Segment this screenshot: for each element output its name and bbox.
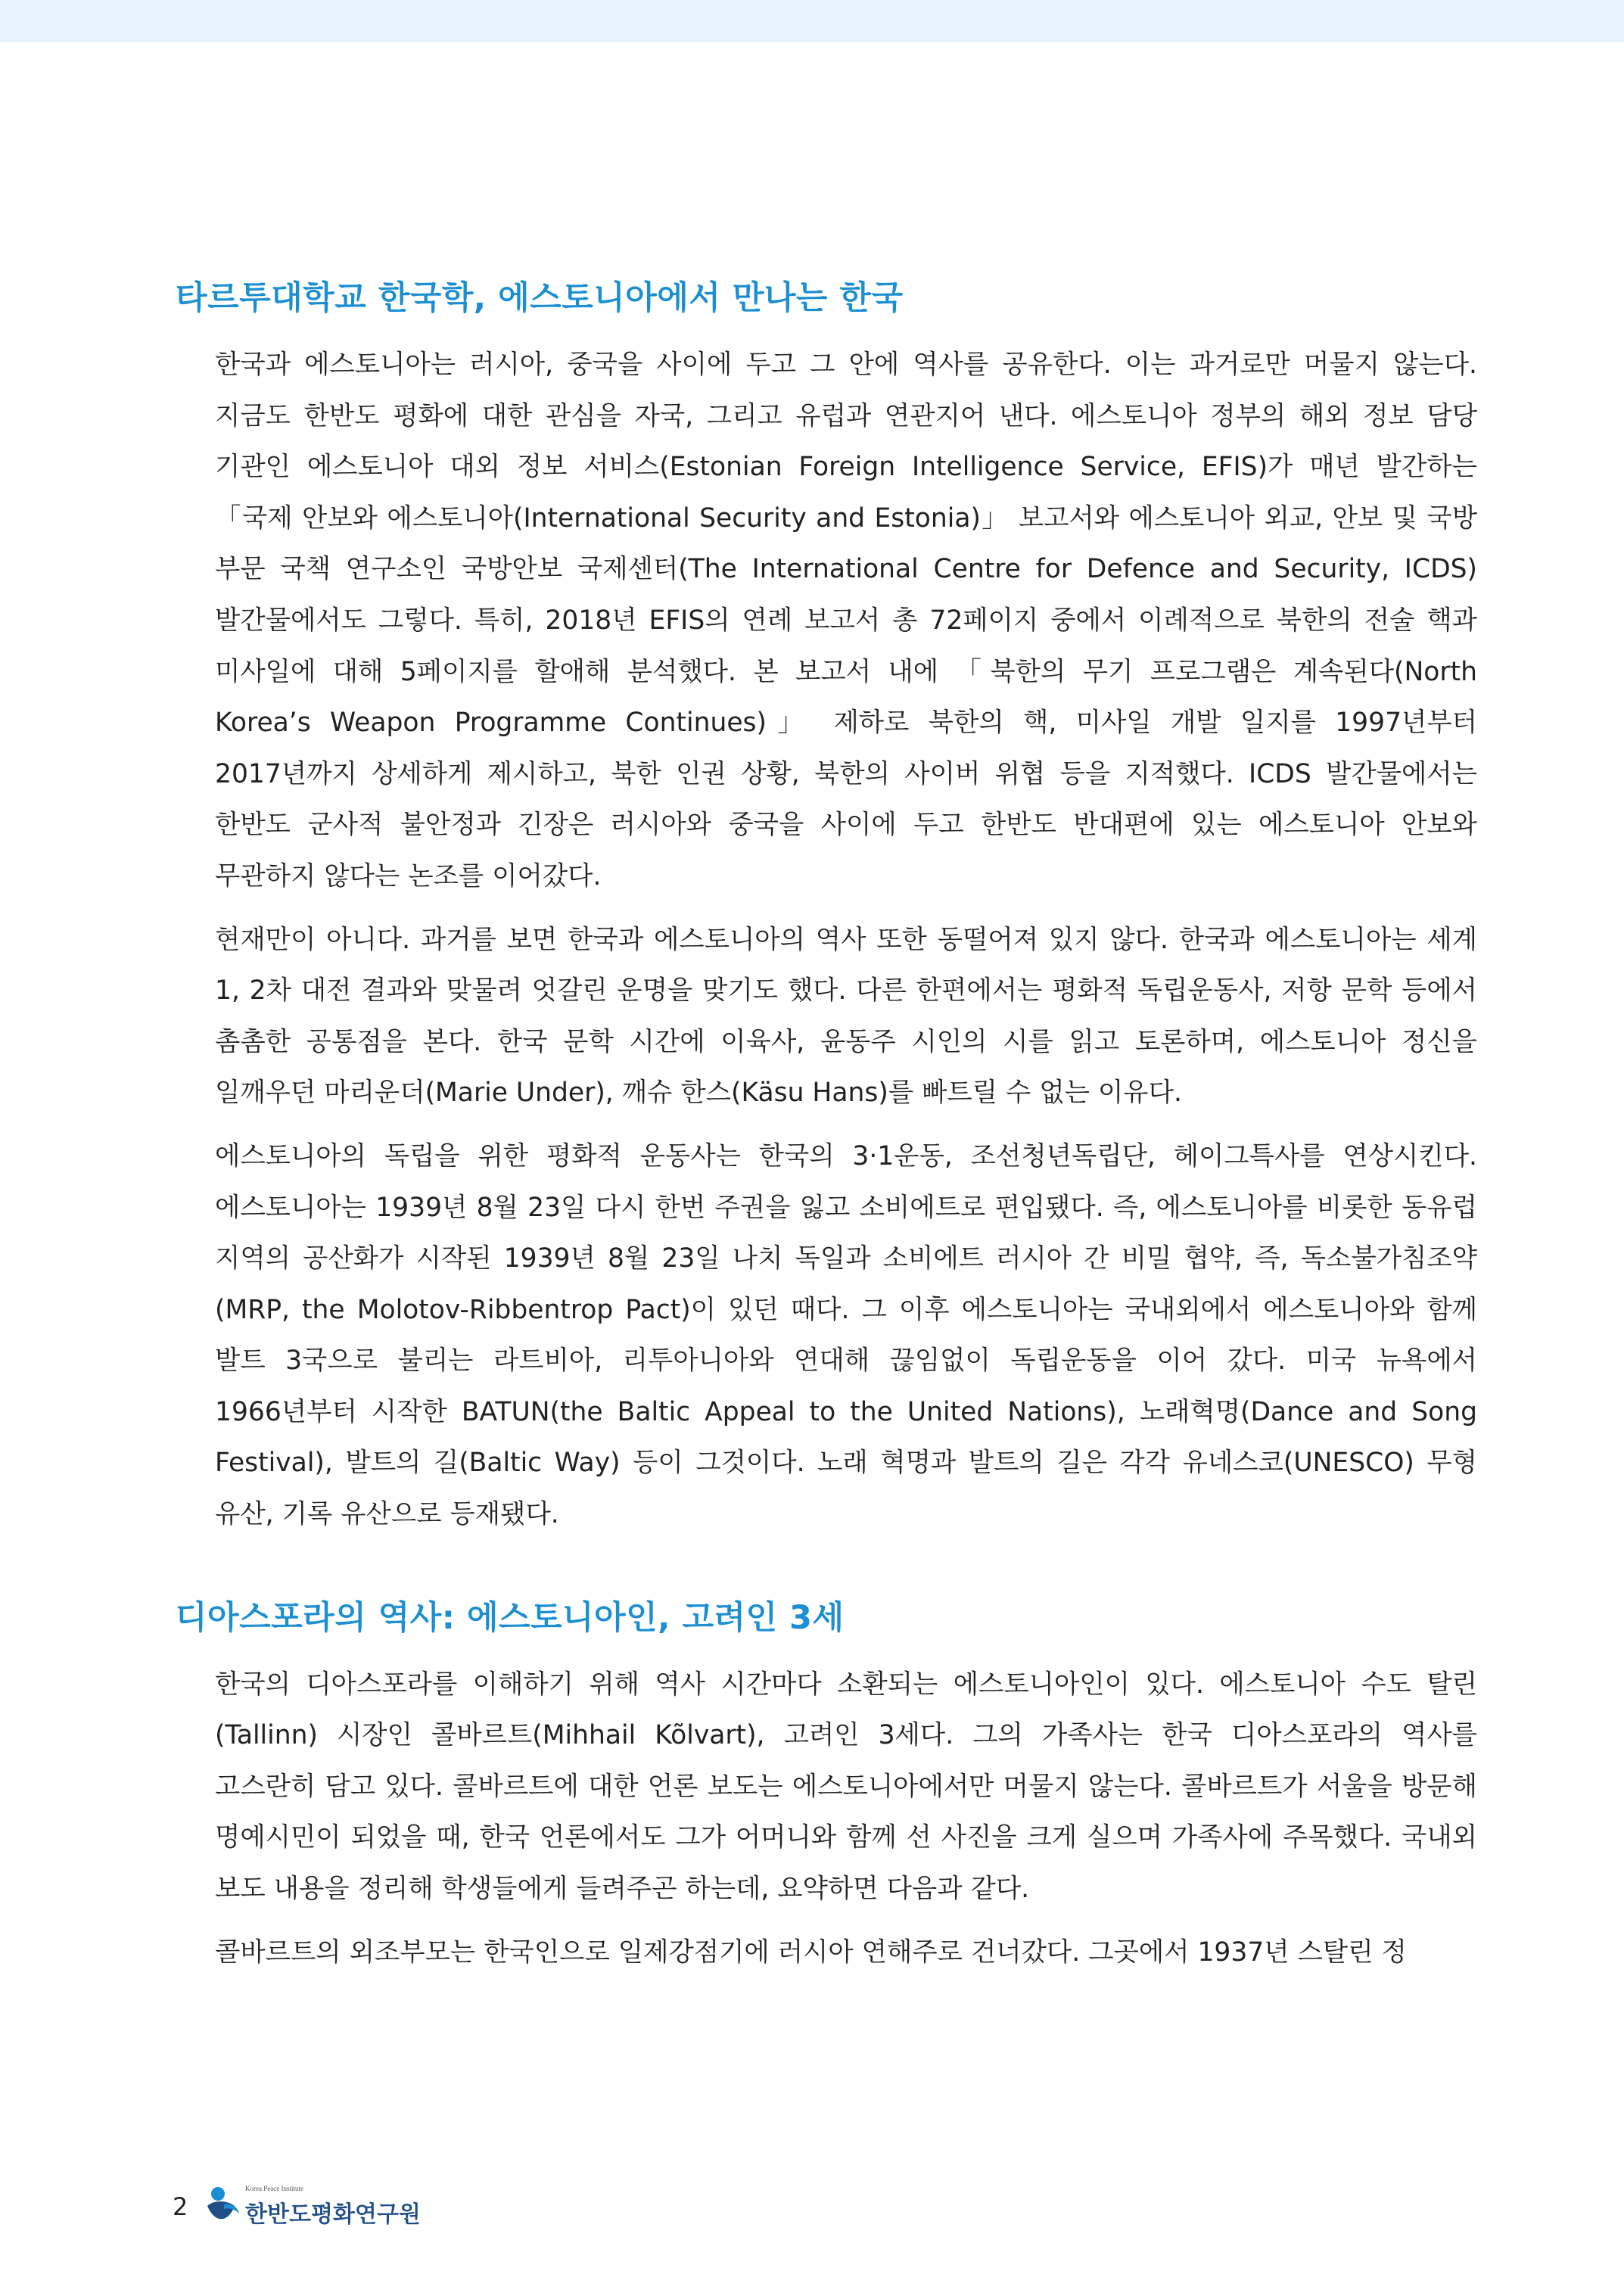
kpi-logo-icon xyxy=(204,2183,241,2226)
page-footer xyxy=(173,2183,702,2229)
paragraph: 콜바르트의 외조부모는 한국인으로 일제강점기에 러시아 연해주로 건너갔다. 그곳에서 1937년 스탈린 정 xyxy=(215,1937,1407,1968)
paragraph: 한국과 에스토니아는 러시아, 중국을 사이에 두고 그 안에 역사를 공유한다. 이는 과거로만 머물지 않는다. 지금도 한반도 평화에 대한 관심을 자국, 그리고 유럽과 연관지어 낸다. 에스토니아 정부의 해외 정보 담당 기관인 에스토니아 대외 정보 서비스(Estonian Foreign Intelligence Service, EFIS)가 매년 발간하는 「국제 안보와 에스토니아(International Security and Estonia)」 보고서와 에스토니아 외교, 안보 및 국방 부문 국책 연구소인 국방안보 국제센터(The International Centre for Defence and Security, ICDS) 발간물에서도 그렇다. 특히, 2018년 EFIS의 연례 보고서 총 72페이지 중에서 이례적으로 북한의 전술 핵과 미사일에 대해 5페이지를 할애해 분석했다. 본 보고서 내에 「북한의 무기 프로그램은 계속된다(North Korea’s Weapon Programme Continues)」 제하로 북한의 핵, 미사일 개발 일지를 1997년부터 2017년까지 상세하게 제시하고, 북한 인권 상황, 북한의 사이버 위협 등을 지적했다. ICDS 발간물에서는 한반도 군사적 불안정과 긴장은 러시아와 중국을 사이에 두고 한반도 반대편에 있는 에스토니아 안보와 무관하지 않다는 논조를 이어갔다. xyxy=(215,350,1477,891)
top-band xyxy=(0,0,1624,42)
logo-text: 한반도평화연구원 xyxy=(245,2201,421,2228)
paragraph: 한국의 디아스포라를 이해하기 위해 역사 시간마다 소환되는 에스토니아인이 있다. 에스토니아 수도 탈린(Tallinn) 시장인 콜바르트(Mihhail Kõlvart), 고려인 3세다. 그의 가족사는 한국 디아스포라의 역사를 고스란히 담고 있다. 콜바르트에 대한 언론 보도는 에스토니아에서만 머물지 않는다. 콜바르트가 서울을 방문해 명예시민이 되었을 때, 한국 언론에서도 그가 어머니와 함께 선 사진을 크게 실으며 가족사에 주목했다. 국내외 보도 내용을 정리해 학생들에게 들려주곤 하는데, 요약하면 다음과 같다. xyxy=(215,1669,1477,1905)
document-body xyxy=(176,272,1477,1990)
paragraph: 현재만이 아니다. 과거를 보면 한국과 에스토니아의 역사 또한 동떨어져 있지 않다. 한국과 에스토니아는 세계 1, 2차 대전 결과와 맞물려 엇갈린 운명을 맞기도 했다. 다른 한편에서는 평화적 독립운동사, 저항 문학 등에서 촘촘한 공통점을 본다. 한국 문학 시간에 이육사, 윤동주 시인의 시를 읽고 토론하며, 에스토니아 정신을 일깨우던 마리운더(Marie Under), 깨슈 한스(Käsu Hans)를 빠트릴 수 없는 이유다. xyxy=(215,924,1477,1109)
section-title-korean-studies: 타르투대학교 한국학, 에스토니아에서 만나는 한국 xyxy=(176,279,904,317)
logo-subtext: Korea Peace Institute xyxy=(245,2185,303,2192)
paragraph: 에스토니아의 독립을 위한 평화적 운동사는 한국의 3·1운동, 조선청년독립단, 헤이그특사를 연상시킨다. 에스토니아는 1939년 8월 23일 다시 한번 주권을 잃고 소비에트로 편입됐다. 즉, 에스토니아를 비롯한 동유럽 지역의 공산화가 시작된 1939년 8월 23일 나치 독일과 소비에트 러시아 간 비밀 협약, 즉, 독소불가침조약(MRP, the Molotov-Ribbentrop Pact)이 있던 때다. 그 이후 에스토니아는 국내외에서 에스토니아와 함께 발트 3국으로 불리는 라트비아, 리투아니아와 연대해 끊임없이 독립운동을 이어 갔다. 미국 뉴욕에서 1966년부터 시작한 BATUN(the Baltic Appeal to the United Nations), 노래혁명(Dance and Song Festival), 발트의 길(Baltic Way) 등이 그것이다. 노래 혁명과 발트의 길은 각각 유네스코(UNESCO) 무형 유산, 기록 유산으로 등재됐다. xyxy=(215,1140,1477,1530)
section-title-diaspora: 디아스포라의 역사: 에스토니아인, 고려인 3세 xyxy=(176,1598,845,1637)
page-number: 2 xyxy=(173,2192,188,2221)
kpi-logo xyxy=(204,2183,598,2229)
